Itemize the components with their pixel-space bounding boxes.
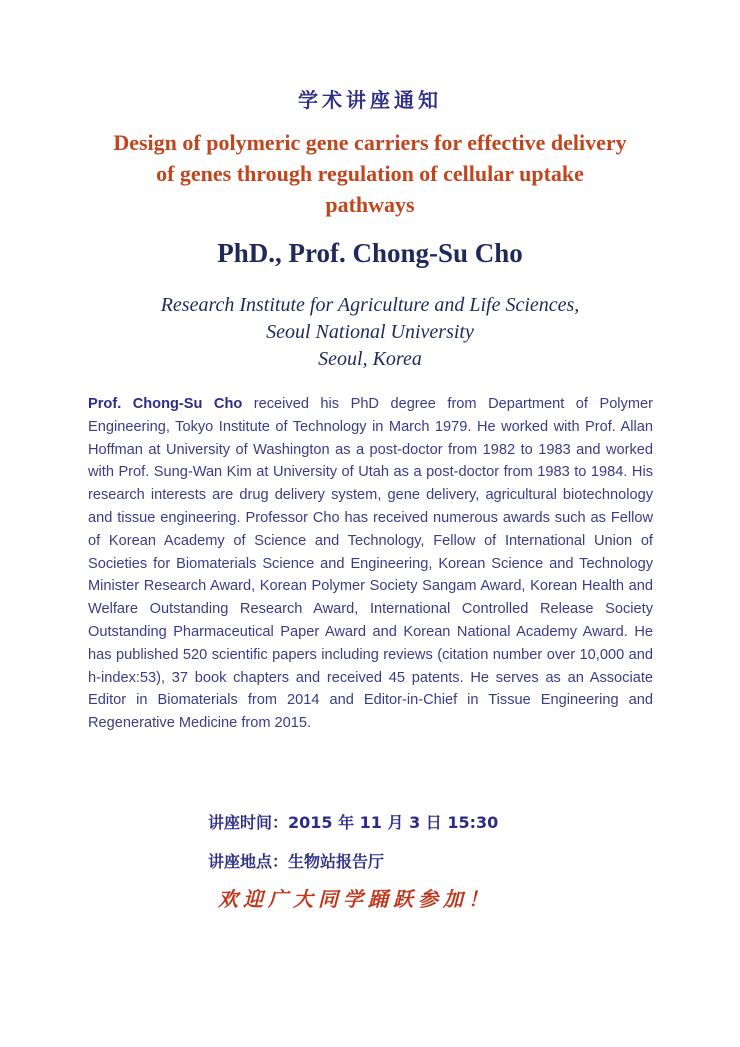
talk-title-line: of genes through regulation of cellular uptake	[156, 161, 584, 186]
speaker-affiliation	[60, 292, 680, 373]
notice-heading: 学术讲座通知	[298, 88, 442, 112]
lecture-location: 讲座地点：生物站报告厅	[208, 852, 385, 871]
affiliation-line: Research Institute for Agriculture and Life Sciences,	[160, 294, 580, 316]
bio-speaker-name: Prof. Chong-Su Cho	[88, 396, 243, 412]
affiliation-line: Seoul, Korea	[318, 348, 422, 370]
talk-title-line: Design of polymeric gene carriers for effective delivery	[113, 130, 627, 155]
talk-title-line: pathways	[325, 192, 415, 217]
lecture-time: 讲座时间：2015 年 11 月 3 日 15:30	[208, 813, 499, 832]
talk-title	[60, 127, 680, 220]
affiliation-line: Seoul National University	[266, 321, 474, 343]
speaker-bio	[88, 393, 653, 735]
welcome-message: 欢迎广大同学踊跃参加！	[218, 887, 493, 911]
bio-text: received his PhD degree from Department of Polymer Engineering, Tokyo Institute of Technology in March 1979. He worked with Prof. Allan Hoffman at University of Washington as a post-doctor from 1982 to 1983 and worked with Prof. Sung-Wan Kim at University of Utah as a post-doctor from 1983 to 1984. His research interests are drug delivery system, gene delivery, agricultural biotechnology and tissue engineering. Professor Cho has received numerous awards such as Fellow of Korean Academy of Science and Technology, Fellow of International Union of Societies for Biomaterials Science and Engineering, Korean Science and Technology Minister Research Award, Korean Polymer Society Sangam Award, Korean Health and Welfare Outstanding Research Award, International Controlled Release Society Outstanding Pharmaceutical Paper Award and Korean National Academy Award. He has published 520 scientific papers including reviews (citation number over 10,000 and h-index:53), 37 book chapters and received 45 patents. He serves as an Associate Editor in Biomaterials from 2014 and Editor-in-Chief in Tissue Engineering and Regenerative Medicine from 2015.	[88, 396, 653, 732]
speaker-name: PhD., Prof. Chong-Su Cho	[217, 238, 523, 268]
